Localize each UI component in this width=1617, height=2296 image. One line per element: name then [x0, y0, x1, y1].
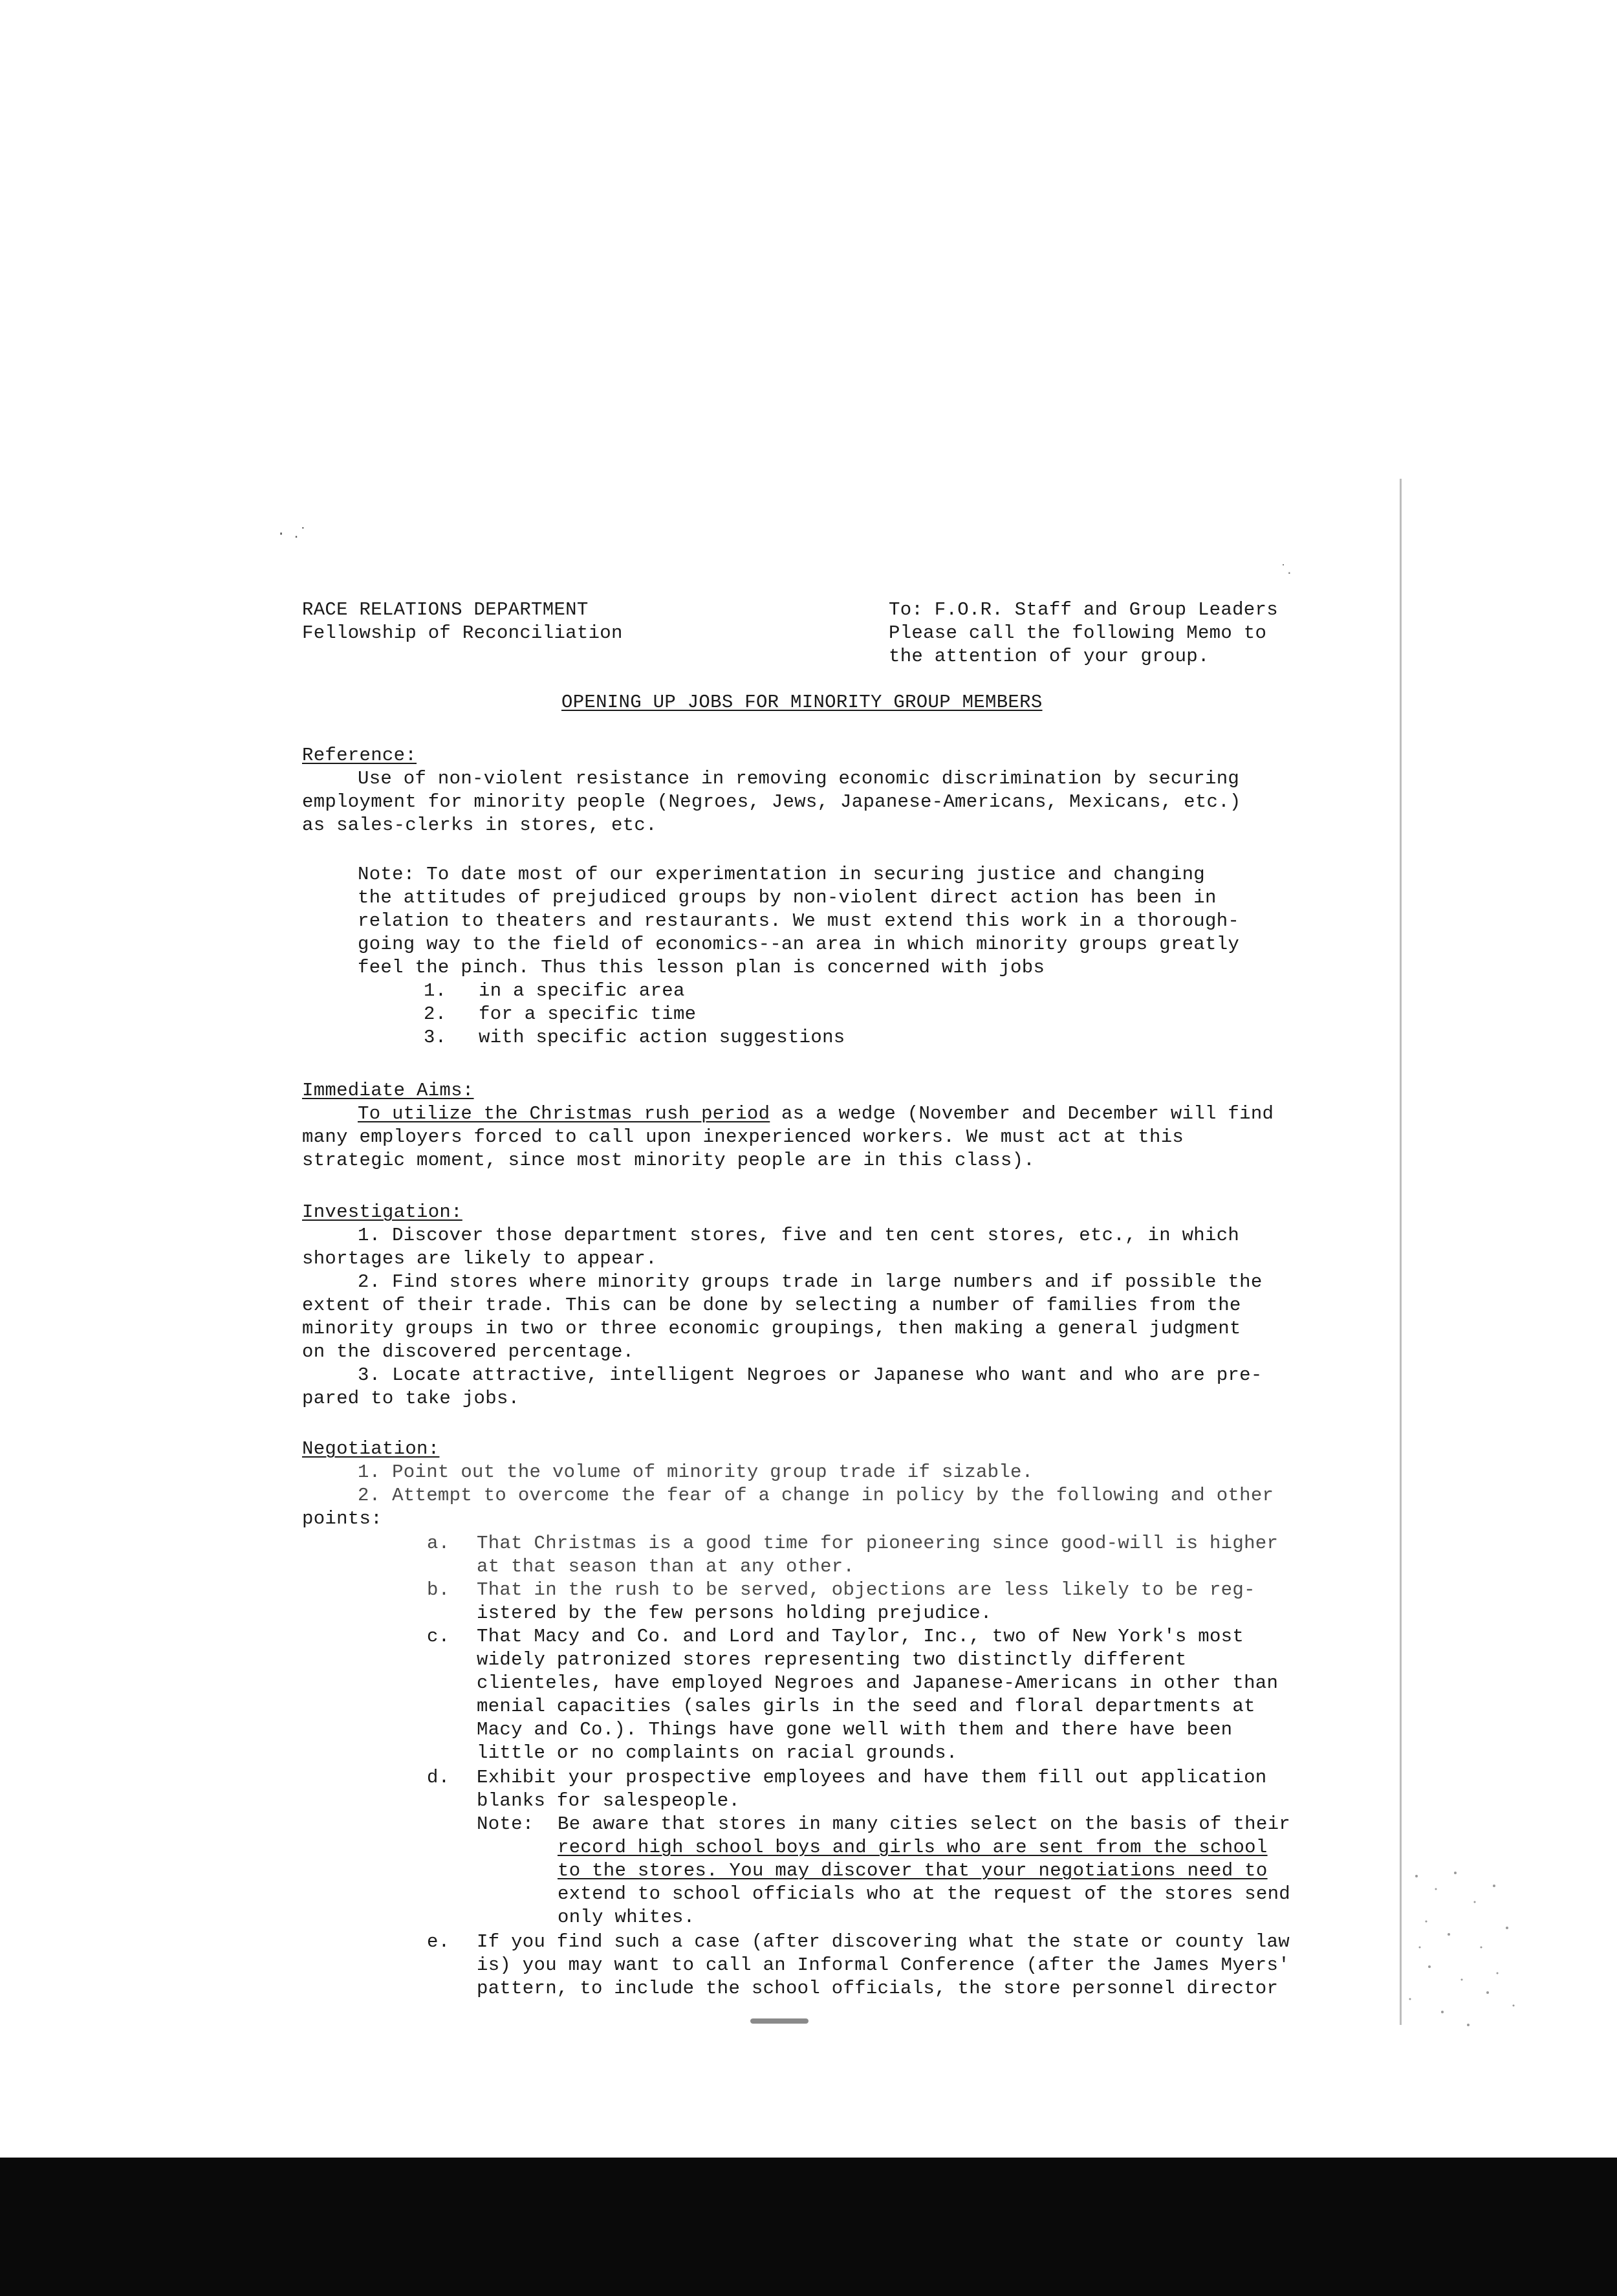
item-line: istered by the few persons holding prejudice.	[477, 1602, 992, 1624]
body-line: 1. Point out the volume of minority group trade if sizable.	[358, 1461, 1034, 1483]
instruction-line: the attention of your group.	[889, 646, 1210, 667]
scanner-bottom-edge	[0, 2158, 1617, 2296]
item-line: That Christmas is a good time for pioneering since good-will is higher	[477, 1533, 1279, 1554]
instruction-line: Please call the following Memo to	[889, 622, 1267, 644]
note-line: Be aware that stores in many cities select on the basis of their	[558, 1813, 1290, 1835]
body-line: minority groups in two or three economic groupings, then making a general judgment	[302, 1318, 1241, 1339]
page-edge-shadow	[1400, 479, 1402, 2025]
scan-mark: ˙․	[1279, 563, 1292, 578]
note-line: Note: To date most of our experimentation in securing justice and changing	[358, 864, 1206, 885]
list-text: with specific action suggestions	[479, 1027, 845, 1048]
organization-name: Fellowship of Reconciliation	[302, 622, 623, 644]
item-letter: d.	[427, 1767, 450, 1788]
item-letter: b.	[427, 1579, 450, 1601]
body-line: 2. Find stores where minority groups trade in large numbers and if possible the	[358, 1271, 1263, 1293]
section-heading: Investigation:	[302, 1201, 462, 1223]
note-line: only whites.	[558, 1907, 695, 1928]
body-line: shortages are likely to appear.	[302, 1248, 657, 1269]
body-line: many employers forced to call upon inexperienced workers. We must act at this	[302, 1126, 1184, 1148]
list-text: for a specific time	[479, 1003, 697, 1025]
note-line: going way to the field of economics--an area in which minority groups greatly	[358, 934, 1240, 955]
note-line: extend to school officials who at the request of the stores send	[558, 1883, 1290, 1905]
note-line: record high school boys and girls who are sent from the school	[558, 1837, 1268, 1858]
item-line: clienteles, have employed Negroes and Japanese-Americans in other than	[477, 1672, 1279, 1694]
item-line: That in the rush to be served, objections are less likely to be reg-	[477, 1579, 1255, 1601]
item-line: That Macy and Co. and Lord and Taylor, Inc., two of New York's most	[477, 1626, 1244, 1647]
item-line: Macy and Co.). Things have gone well with them and there have been	[477, 1719, 1233, 1740]
item-line: little or no complaints on racial grounds.	[477, 1742, 958, 1764]
department-name: RACE RELATIONS DEPARTMENT	[302, 599, 589, 620]
note-line: the attitudes of prejudiced groups by non-violent direct action has been in	[358, 887, 1217, 908]
body-line: extent of their trade. This can be done by selecting a number of families from the	[302, 1295, 1241, 1316]
body-line: on the discovered percentage.	[302, 1341, 635, 1362]
body-line: 1. Discover those department stores, five and ten cent stores, etc., in which	[358, 1225, 1240, 1246]
scan-smudge	[750, 2018, 808, 2024]
item-line: If you find such a case (after discovering what the state or county law	[477, 1931, 1290, 1952]
item-line: widely patronized stores representing two distinctly different	[477, 1649, 1187, 1670]
item-line: menial capacities (sales girls in the seed and floral departments at	[477, 1696, 1255, 1717]
body-line: as sales-clerks in stores, etc.	[302, 815, 657, 836]
list-number: 3.	[424, 1027, 447, 1048]
recipient-line: To: F.O.R. Staff and Group Leaders	[889, 599, 1278, 620]
section-heading: Reference:	[302, 745, 417, 766]
item-line: at that season than at any other.	[477, 1556, 855, 1577]
list-text: in a specific area	[479, 980, 685, 1001]
list-number: 2.	[424, 1003, 447, 1025]
body-text: as a wedge (November and December will find	[770, 1103, 1274, 1124]
note-line: to the stores. You may discover that your negotiations need to	[558, 1860, 1268, 1881]
item-letter: c.	[427, 1626, 450, 1647]
body-line	[358, 1102, 1274, 1126]
body-line: 3. Locate attractive, intelligent Negroes or Japanese who want and who are pre-	[358, 1364, 1263, 1386]
underlined-phrase: To utilize the Christmas rush period	[358, 1103, 770, 1124]
item-letter: a.	[427, 1533, 450, 1554]
item-line: is) you may want to call an Informal Conference (after the James Myers'	[477, 1954, 1290, 1976]
item-letter: e.	[427, 1931, 450, 1952]
body-line: strategic moment, since most minority people are in this class).	[302, 1150, 1035, 1171]
section-heading: Negotiation:	[302, 1438, 440, 1460]
item-line: Exhibit your prospective employees and have them fill out application	[477, 1767, 1267, 1788]
document-title: OPENING UP JOBS FOR MINORITY GROUP MEMBERS	[561, 692, 1043, 713]
note-line: relation to theaters and restaurants. We must extend this work in a thorough-	[358, 910, 1240, 932]
list-number: 1.	[424, 980, 447, 1001]
note-line: feel the pinch. Thus this lesson plan is concerned with jobs	[358, 957, 1045, 978]
body-line: employment for minority people (Negroes, Jews, Japanese-Americans, Mexicans, etc.)	[302, 791, 1241, 813]
body-line: points:	[302, 1508, 382, 1529]
section-heading: Immediate Aims:	[302, 1080, 474, 1101]
body-line: Use of non-violent resistance in removing economic discrimination by securing	[358, 768, 1240, 789]
scan-mark: · ․˙	[277, 526, 307, 542]
item-line: pattern, to include the school officials, the store personnel director	[477, 1978, 1279, 1999]
scan-speckle	[1391, 1850, 1533, 2044]
body-line: pared to take jobs.	[302, 1388, 520, 1409]
body-line: 2. Attempt to overcome the fear of a change in policy by the following and other	[358, 1485, 1274, 1506]
note-label: Note:	[477, 1813, 534, 1835]
item-line: blanks for salespeople.	[477, 1790, 741, 1811]
